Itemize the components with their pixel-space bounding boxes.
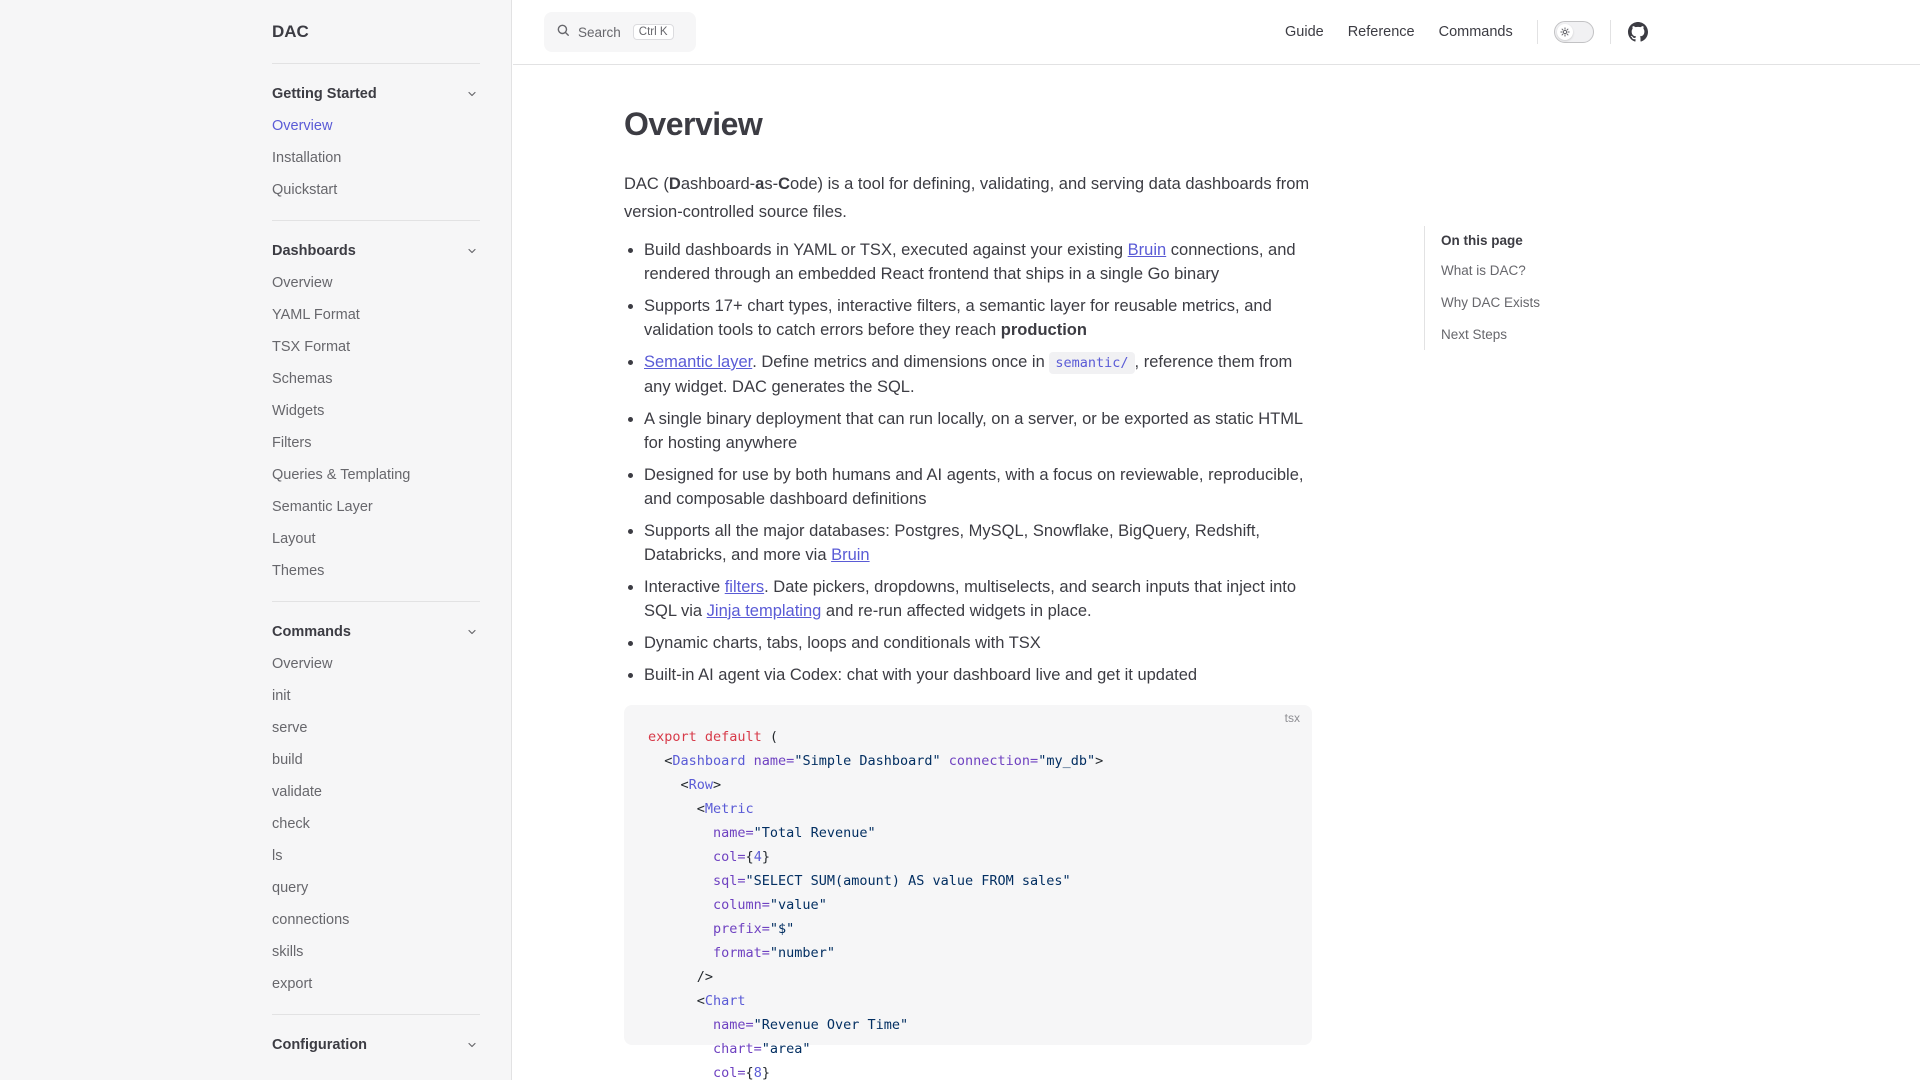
code-token: (: [761, 729, 779, 745]
code-block[interactable]: [624, 705, 1312, 1081]
sidebar-item[interactable]: Themes: [272, 563, 325, 579]
sidebar-group-header[interactable]: [272, 235, 480, 267]
toc-title: On this page: [1441, 232, 1523, 248]
feature-text: Interactive: [644, 578, 725, 596]
code-token: 8: [753, 1065, 762, 1081]
code-token: sql=: [648, 873, 746, 889]
code-token: format=: [648, 945, 770, 961]
code-token: <: [648, 801, 705, 817]
chevron-down-icon[interactable]: [464, 1037, 480, 1053]
toc-item-why-dac-exists[interactable]: Why DAC Exists: [1441, 294, 1541, 310]
code-token: "Total Revenue": [753, 825, 876, 841]
code-token: col=: [648, 1065, 746, 1081]
sidebar-item[interactable]: Overview: [272, 118, 333, 134]
list-item: [644, 519, 1312, 567]
code-token: />: [648, 969, 714, 985]
chevron-down-icon[interactable]: [464, 86, 480, 102]
feature-text: connections, and rendered through an embedded React frontend that ships in a single Go binary: [644, 241, 1296, 283]
code-token: Chart: [704, 993, 746, 1009]
nav-commands[interactable]: Commands: [1438, 24, 1513, 40]
sidebar-group-header[interactable]: [272, 78, 480, 110]
code-token: "value": [769, 897, 827, 913]
top-nav: [1285, 0, 1649, 64]
sidebar-item[interactable]: Queries & Templating: [272, 467, 411, 483]
main-content: [624, 104, 1312, 1081]
filters-link[interactable]: filters: [724, 578, 765, 596]
code-token: "Simple Dashboard": [794, 753, 941, 769]
code-token: <: [648, 993, 705, 1009]
list-item: [644, 350, 1312, 399]
search-label: Search: [578, 24, 621, 40]
nav-reference[interactable]: Reference: [1347, 24, 1415, 40]
sidebar-group: [272, 221, 480, 602]
list-item: [644, 575, 1312, 623]
sidebar-groups: [272, 64, 480, 1075]
code-token: "$": [769, 921, 795, 937]
sidebar-item[interactable]: connections: [272, 912, 350, 928]
sidebar-item[interactable]: build: [272, 752, 303, 768]
semantic-layer-link[interactable]: Semantic layer: [644, 353, 753, 371]
bruin-link[interactable]: Bruin: [831, 546, 870, 564]
sidebar-item[interactable]: Widgets: [272, 403, 325, 419]
code-token: prefix=: [648, 921, 770, 937]
sidebar-inner: [272, 0, 480, 1075]
code-language-label: tsx: [1284, 711, 1300, 725]
code-token: "my_db": [1038, 753, 1096, 769]
search-button[interactable]: [544, 12, 696, 52]
code-token: <: [648, 777, 689, 793]
sidebar-item[interactable]: serve: [272, 720, 308, 736]
feature-text: . Date pickers, dropdowns, multiselects, and search inputs that inject into SQL via: [644, 578, 1297, 620]
toc-item-what-is-dac[interactable]: What is DAC?: [1441, 262, 1526, 278]
sidebar-item[interactable]: init: [272, 688, 291, 704]
list-item: [644, 294, 1312, 342]
sidebar-item[interactable]: Schemas: [272, 371, 333, 387]
feature-text: Build dashboards in YAML or TSX, executed against your existing: [644, 241, 1128, 259]
jinja-templating-link[interactable]: Jinja templating: [706, 602, 822, 620]
sidebar-group-title: Getting Started: [272, 86, 377, 102]
sidebar-item[interactable]: Filters: [272, 435, 312, 451]
code-token: >: [713, 777, 722, 793]
chevron-down-icon[interactable]: [464, 243, 480, 259]
bruin-link[interactable]: Bruin: [1127, 241, 1167, 259]
theme-toggle[interactable]: [1554, 21, 1594, 43]
code-token: }: [761, 1065, 770, 1081]
feature-text: and re-run affected widgets in place.: [821, 602, 1092, 620]
topbar: [513, 0, 1920, 65]
intro-paragraph: [624, 170, 1312, 226]
sidebar-item[interactable]: Overview: [272, 275, 333, 291]
code-token: Metric: [704, 801, 754, 817]
sidebar-item[interactable]: Installation: [272, 150, 342, 166]
sidebar-item[interactable]: query: [272, 880, 309, 896]
sidebar-group: [272, 602, 480, 1015]
code-token: <: [648, 753, 673, 769]
feature-list: [624, 238, 1312, 687]
intro-text: s-: [764, 175, 779, 193]
code-token: Dashboard: [672, 753, 746, 769]
sidebar-item[interactable]: validate: [272, 784, 322, 800]
code-token: "SELECT SUM(amount) AS value FROM sales": [745, 873, 1071, 889]
list-item: [644, 238, 1312, 286]
sidebar-group: [272, 64, 480, 221]
sun-icon: [1557, 24, 1573, 40]
list-item: • A single binary deployment that can run locally, on a server, or be exported as static HTML for hosting anywhere: [644, 407, 1312, 455]
code-token: "Revenue Over Time": [753, 1017, 909, 1033]
code-content[interactable]: [648, 725, 1288, 1085]
code-token: name=: [648, 1017, 754, 1033]
sidebar-group-header[interactable]: [272, 616, 480, 648]
sidebar-item[interactable]: export: [272, 976, 313, 992]
feature-text: , reference them from any widget. DAC generates the SQL.: [644, 353, 1293, 396]
code-token: }: [761, 849, 770, 865]
sidebar-group-title: Configuration: [272, 1037, 368, 1053]
code-token: column=: [648, 897, 770, 913]
list-item: • Dynamic charts, tabs, loops and conditionals with TSX: [644, 631, 1312, 655]
intro-text: ashboard-: [680, 175, 756, 193]
code-token: export default: [648, 729, 762, 745]
code-token: col=: [648, 849, 746, 865]
code-token: 4: [753, 849, 762, 865]
feature-text: . Define metrics and dimensions once in: [752, 353, 1050, 371]
list-item: • Designed for use by both humans and AI agents, with a focus on reviewable, reproducible, and composable dashboard definitions: [644, 463, 1312, 511]
feature-text: Supports 17+ chart types, interactive filters, a semantic layer for reusable metrics, and validation tools to catch errors before they reach: [644, 297, 1272, 339]
sidebar-item[interactable]: Overview: [272, 656, 333, 672]
sidebar-group-header[interactable]: [272, 1029, 480, 1061]
code-token: {: [745, 849, 754, 865]
code-token: Row: [688, 777, 714, 793]
code-token: "area": [761, 1041, 811, 1057]
code-token: {: [745, 1065, 754, 1081]
search-shortcut: Ctrl K: [633, 24, 674, 40]
feature-text: Supports all the major databases: Postgres, MySQL, Snowflake, BigQuery, Redshift, Databricks, and more via: [644, 522, 1260, 564]
code-token: chart=: [648, 1041, 762, 1057]
sidebar-item[interactable]: Layout: [272, 531, 316, 547]
page-title: Overview: [624, 106, 763, 142]
nav-divider: [1537, 20, 1538, 44]
feature-bold: production: [1000, 321, 1087, 339]
intro-text: ode) is a tool for defining, validating, and serving data dashboards from version-controlled source files.: [624, 175, 1310, 221]
intro-text: DAC (: [624, 175, 669, 193]
sidebar-item[interactable]: skills: [272, 944, 304, 960]
sidebar: [0, 0, 512, 1080]
sidebar-item[interactable]: Semantic Layer: [272, 499, 373, 515]
intro-bold-c: C: [778, 175, 791, 193]
intro-bold-d: D: [668, 175, 681, 193]
sidebar-item[interactable]: check: [272, 816, 310, 832]
sidebar-group-title: Dashboards: [272, 243, 356, 259]
nav-guide[interactable]: Guide: [1285, 24, 1324, 40]
nav-divider-2: [1610, 20, 1611, 44]
inline-code: semantic/: [1049, 352, 1134, 374]
sidebar-item[interactable]: TSX Format: [272, 339, 351, 355]
sidebar-item[interactable]: YAML Format: [272, 307, 360, 323]
on-this-page: [1424, 226, 1644, 350]
code-token: name=: [745, 753, 795, 769]
list-item: • Built-in AI agent via Codex: chat with your dashboard live and get it updated: [644, 663, 1312, 687]
brand-logo[interactable]: DAC: [272, 0, 480, 64]
chevron-down-icon[interactable]: [464, 624, 480, 640]
sidebar-group: [272, 1015, 480, 1075]
code-token: name=: [648, 825, 754, 841]
toc-item-next-steps[interactable]: Next Steps: [1441, 326, 1508, 342]
sidebar-group-title: Commands: [272, 624, 351, 640]
code-token: "number": [769, 945, 835, 961]
search-icon: [556, 23, 570, 42]
github-icon[interactable]: [1627, 21, 1649, 43]
intro-bold-a: a: [755, 175, 765, 193]
sidebar-item[interactable]: ls: [272, 848, 283, 864]
code-token: connection=: [940, 753, 1039, 769]
sidebar-item[interactable]: Quickstart: [272, 182, 338, 198]
code-token: >: [1095, 753, 1104, 769]
